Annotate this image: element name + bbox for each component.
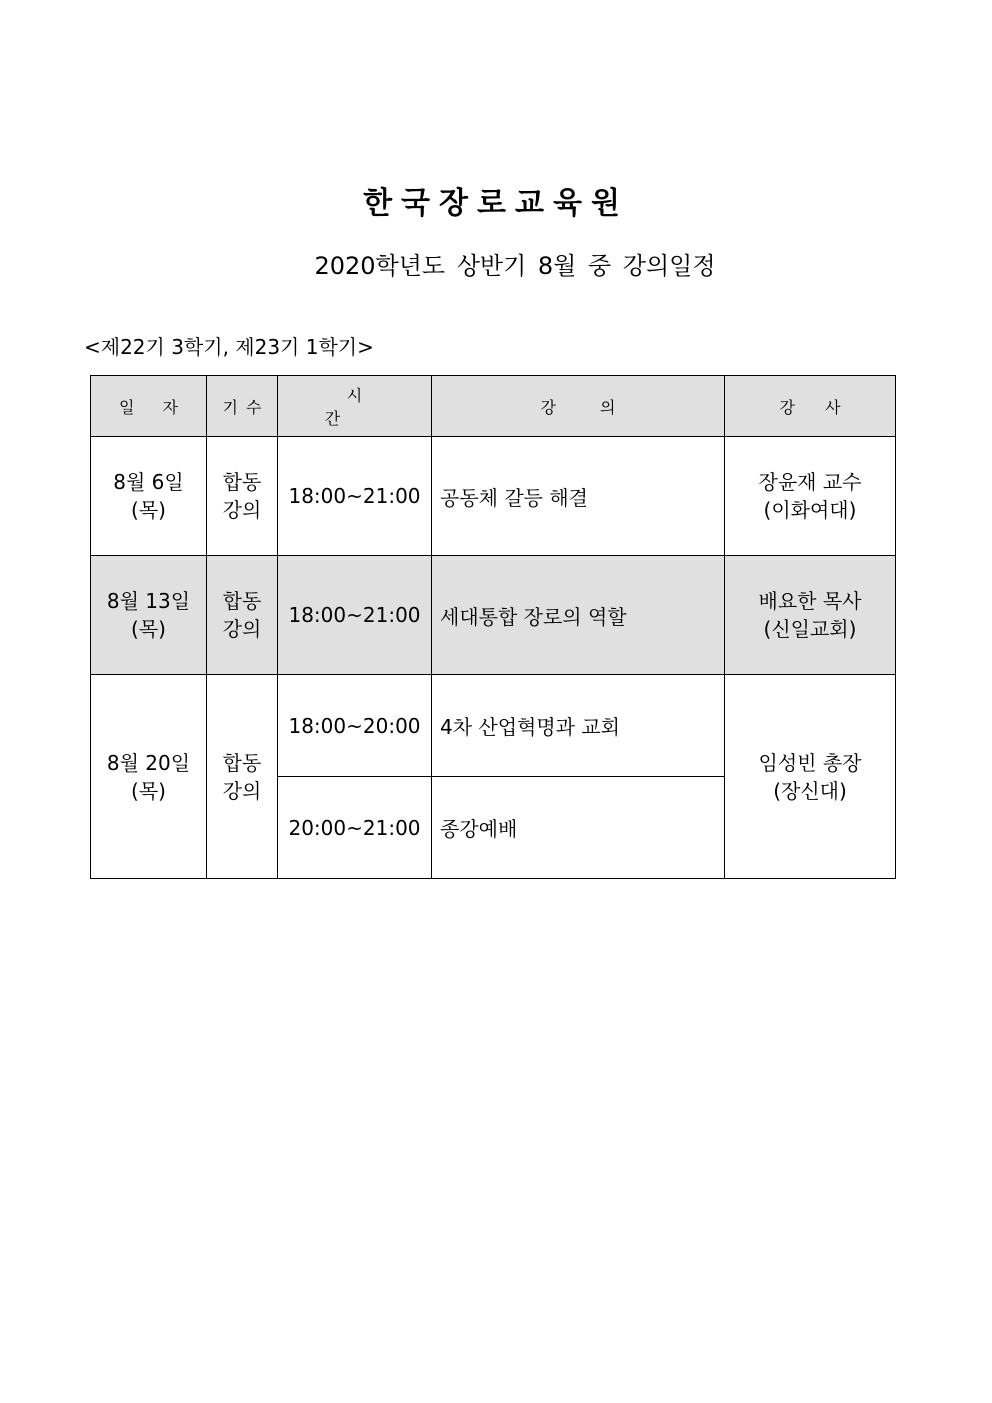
date-cell	[91, 675, 207, 879]
table-row	[91, 675, 896, 777]
lecture-type-cell	[207, 675, 278, 879]
lecture-type-line2: 강의	[222, 778, 262, 803]
header-instructor: 강사	[725, 376, 896, 437]
time-cell: 18:00~20:00	[278, 675, 432, 777]
lecture-type-line1: 합동	[222, 750, 262, 775]
lecture-type-cell	[207, 437, 278, 556]
instructor-name: 배요한 목사	[758, 589, 862, 613]
table-row	[91, 556, 896, 675]
cohort-label: <제22기 3학기, 제23기 1학기>	[84, 335, 374, 359]
table-header-row	[91, 376, 896, 437]
schedule-table	[90, 375, 896, 879]
lecture-cell: 세대통합 장로의 역할	[432, 556, 725, 675]
document-subtitle: 2020학년도 상반기 8월 중 강의일정	[314, 252, 716, 280]
instructor-affiliation: (장신대)	[773, 778, 847, 803]
lecture-cell: 공동체 갈등 해결	[432, 437, 725, 556]
lecture-type-line1: 합동	[222, 589, 262, 613]
header-cohort: 기수	[207, 376, 278, 437]
date-day: 8월 13일	[106, 589, 191, 613]
date-weekday: (목)	[131, 498, 166, 522]
lecture-type-line2: 강의	[222, 498, 262, 522]
lecture-type-line1: 합동	[222, 470, 262, 494]
time-cell: 18:00~21:00	[278, 437, 432, 556]
date-day: 8월 20일	[106, 750, 191, 775]
instructor-cell	[725, 437, 896, 556]
date-weekday: (목)	[131, 617, 166, 641]
time-cell: 20:00~21:00	[278, 777, 432, 879]
lecture-cell: 종강예배	[432, 777, 725, 879]
instructor-affiliation: (신일교회)	[763, 617, 857, 641]
date-weekday: (목)	[131, 778, 166, 803]
date-cell	[91, 437, 207, 556]
header-lecture: 강의	[432, 376, 725, 437]
lecture-type-line2: 강의	[222, 617, 262, 641]
time-cell: 18:00~21:00	[278, 556, 432, 675]
instructor-cell	[725, 675, 896, 879]
date-day: 8월 6일	[113, 470, 184, 494]
document-title: 한국장로교육원	[363, 186, 629, 221]
date-cell	[91, 556, 207, 675]
table-row	[91, 437, 896, 556]
header-time: 시간	[278, 376, 432, 437]
instructor-name: 장윤재 교수	[758, 470, 862, 494]
lecture-cell: 4차 산업혁명과 교회	[432, 675, 725, 777]
lecture-type-cell	[207, 556, 278, 675]
instructor-name: 임성빈 총장	[758, 750, 862, 775]
instructor-cell	[725, 556, 896, 675]
header-date: 일자	[91, 376, 207, 437]
instructor-affiliation: (이화여대)	[763, 498, 857, 522]
